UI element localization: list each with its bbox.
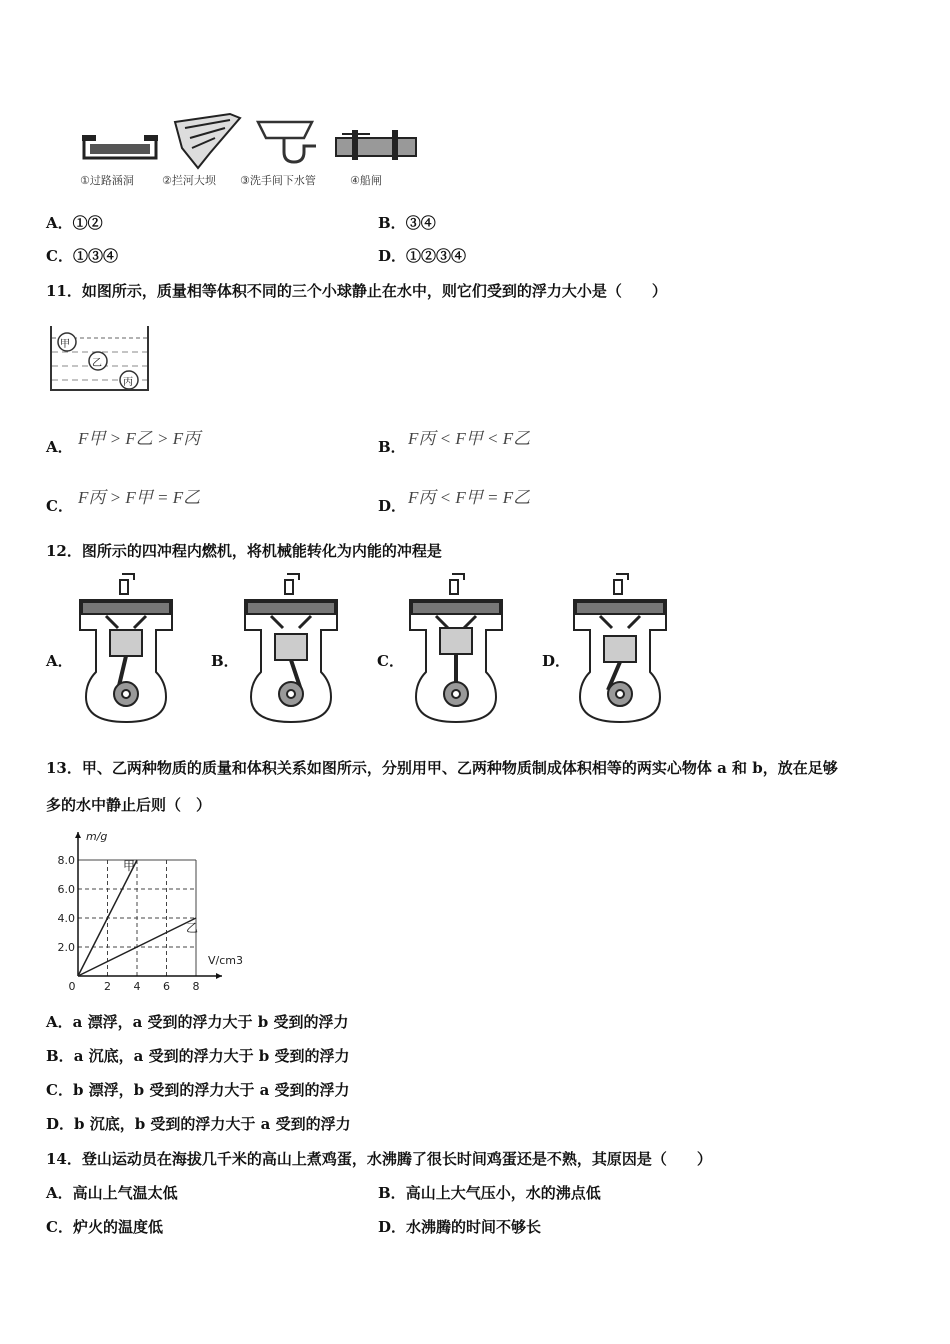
q11-option-d-letter[interactable]: D．	[378, 497, 407, 515]
q14-stem: 14．登山运动员在海拔几千米的高山上煮鸡蛋，水沸腾了很长时间鸡蛋还是不熟，其原因是（ ）	[46, 1150, 712, 1168]
engine-d-drawing	[572, 572, 668, 724]
q12-option-d[interactable]: D．	[542, 652, 571, 670]
q10-figure	[80, 108, 420, 192]
mass-volume-chart	[46, 826, 256, 998]
q13-stem-line2: 多的水中静止后则（ ）	[46, 796, 212, 814]
q11-option-b-formula: F丙 < F甲 < F乙	[408, 429, 531, 448]
option-letter: A．	[46, 214, 73, 232]
q13-option-c[interactable]	[46, 1079, 350, 1100]
q12-stem: 12．图所示的四冲程内燃机，将机械能转化为内能的冲程是	[46, 542, 442, 560]
q10-option-b[interactable]	[378, 212, 436, 233]
q14-option-d[interactable]	[378, 1216, 541, 1237]
option-letter: D．	[46, 1115, 75, 1133]
x-axis-label: V/cm3	[208, 954, 243, 967]
caption-sink: ③洗手间下水管	[240, 174, 316, 187]
q10-option-d[interactable]	[378, 245, 466, 266]
option-letter: B．	[46, 1047, 74, 1065]
y-tick-label: 6.0	[57, 883, 75, 896]
option-letter: C．	[46, 247, 73, 265]
engine-a-drawing	[78, 572, 174, 724]
q14-option-b[interactable]	[378, 1182, 601, 1203]
x-tick-label: 6	[163, 980, 170, 993]
option-letter: D．	[378, 1218, 407, 1236]
option-text: b 沉底，b 受到的浮力大于 a 受到的浮力	[74, 1115, 351, 1133]
option-letter: B．	[378, 214, 406, 232]
q10-option-c[interactable]	[46, 245, 118, 266]
option-text: 高山上大气压小，水的沸点低	[405, 1184, 601, 1202]
q14-option-c[interactable]	[46, 1216, 163, 1237]
q10-drawings	[80, 108, 420, 170]
caption-ship-lock: ④船闸	[350, 174, 382, 187]
caption-dam: ②拦河大坝	[162, 174, 216, 187]
chart-axes	[75, 832, 222, 979]
culvert-drawing	[82, 135, 158, 158]
dam-drawing	[175, 114, 240, 168]
x-tick-label: 4	[133, 980, 141, 993]
x-axis-arrow	[216, 973, 222, 979]
engine-b-drawing	[243, 572, 339, 724]
y-tick-label: 2.0	[57, 941, 75, 954]
q10-option-a[interactable]	[46, 212, 103, 233]
y-tick-label: 4.0	[57, 912, 75, 925]
q11-option-d-formula: F丙 < F甲 = F乙	[408, 488, 531, 507]
q13-stem-line1: 13．甲、乙两种物质的质量和体积关系如图所示，分别用甲、乙两种物质制成体积相等的两实心物体 a 和 b，放在足够	[46, 759, 838, 777]
option-letter: C．	[46, 1218, 73, 1236]
option-text: 炉火的温度低	[72, 1218, 163, 1236]
q11-figure	[48, 324, 152, 398]
option-text: a 沉底，a 受到的浮力大于 b 受到的浮力	[73, 1047, 350, 1065]
option-letter: C．	[46, 1081, 73, 1099]
x-tick-label: 2	[104, 980, 111, 993]
option-text: ①③④	[72, 247, 118, 265]
option-text: ①②	[72, 214, 103, 232]
q11-option-b-letter[interactable]: B．	[378, 438, 406, 456]
sink-drawing	[258, 122, 316, 162]
ship-lock-drawing	[336, 130, 416, 160]
y-axis-label: m/g	[86, 830, 108, 843]
y-tick-label: 8.0	[57, 854, 75, 867]
q14-option-a[interactable]	[46, 1182, 178, 1203]
x-tick-label: 8	[192, 980, 200, 993]
chart-labels	[58, 830, 244, 993]
option-letter: B．	[378, 1184, 406, 1202]
option-text: 高山上气温太低	[72, 1184, 178, 1202]
y-axis-arrow	[75, 832, 81, 838]
q12-option-b[interactable]: B．	[211, 652, 239, 670]
option-text: b 漂浮，b 受到的浮力大于 a 受到的浮力	[72, 1081, 350, 1099]
q11-option-a-letter[interactable]: A．	[46, 438, 73, 456]
option-text: 水沸腾的时间不够长	[406, 1218, 542, 1236]
q13-option-a[interactable]	[46, 1011, 348, 1032]
option-letter: A．	[46, 1184, 73, 1202]
q11-stem: 11．如图所示，质量相等体积不同的三个小球静止在水中，则它们受到的浮力大小是（ ）	[46, 282, 667, 300]
option-text: ①②③④	[406, 247, 467, 265]
series-label-1: 甲	[123, 859, 136, 873]
q12-option-c[interactable]: C．	[377, 652, 404, 670]
series-label-2: 乙	[186, 921, 199, 935]
option-text: a 漂浮，a 受到的浮力大于 b 受到的浮力	[72, 1013, 349, 1031]
ball-label-bing: 丙	[123, 377, 133, 388]
caption-culvert: ①过路涵洞	[80, 174, 134, 187]
option-text: ③④	[405, 214, 436, 232]
chart-grid	[78, 860, 199, 976]
q11-option-a-formula: F甲 > F乙 > F丙	[78, 429, 201, 448]
origin-label: 0	[68, 980, 76, 993]
engine-c-drawing	[408, 572, 504, 724]
q11-option-c-formula: F丙 > F甲 = F乙	[78, 488, 201, 507]
option-letter: A．	[46, 1013, 73, 1031]
q13-option-b[interactable]	[46, 1045, 350, 1066]
q11-option-c-letter[interactable]: C．	[46, 497, 73, 515]
q12-option-a[interactable]: A．	[46, 652, 73, 670]
q13-option-d[interactable]	[46, 1113, 351, 1134]
ball-label-yi: 乙	[92, 358, 102, 369]
option-letter: D．	[378, 247, 407, 265]
ball-label-jia: 甲	[60, 339, 70, 350]
